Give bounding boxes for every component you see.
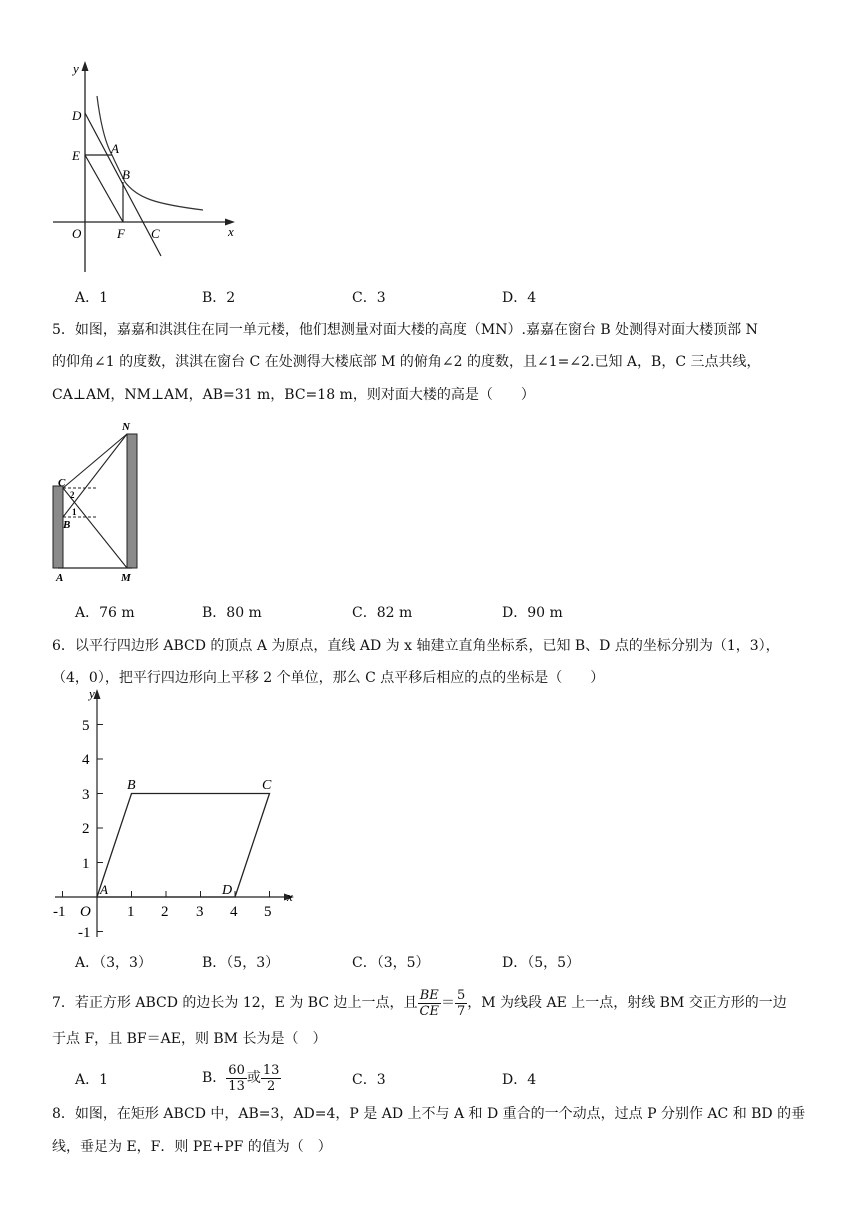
q6-y-tick-4: 4: [82, 752, 90, 768]
q6-y-tick-2: 2: [82, 821, 90, 837]
q4-label-o: O: [72, 226, 82, 241]
q4-option-c[interactable]: C．3: [352, 290, 386, 306]
q7-option-b-prefix: B．: [202, 1070, 227, 1086]
q6-label-o: O: [80, 904, 91, 920]
q4-option-b[interactable]: B．2: [202, 290, 236, 306]
q5-label-m: M: [121, 572, 131, 584]
q5-option-b[interactable]: B．80 m: [202, 605, 262, 621]
q6-label-y: y: [89, 686, 95, 701]
q4-label-y: y: [73, 61, 79, 76]
q7-frac1-den: CE: [419, 1003, 439, 1019]
q6-x-tick-neg1: -1: [53, 904, 66, 920]
q4-label-c: C: [151, 226, 160, 241]
q5-line-bn: [63, 434, 127, 517]
q7-option-b-frac1: [226, 1063, 247, 1094]
q4-option-d[interactable]: D．4: [502, 290, 537, 306]
q6-x-tick-1: 1: [127, 904, 135, 920]
q5-text-line3: CA⊥AM，NM⊥AM，AB=31 m，BC=18 m，则对面大楼的高是（ ）: [52, 387, 535, 403]
q6-x-tick-4: 4: [230, 904, 238, 920]
q6-parallelogram: [97, 794, 270, 898]
q7-option-c[interactable]: C．3: [352, 1072, 386, 1088]
q7-option-b-frac2-den: 2: [266, 1078, 276, 1094]
q6-option-b[interactable]: B．（5，3）: [202, 955, 280, 971]
q6-label-x: x: [287, 889, 293, 904]
q6-label-d: D: [222, 883, 233, 898]
q7-option-b-frac1-num: 60: [228, 1062, 245, 1078]
q4-graph-figure: [45, 58, 245, 276]
q7-fraction-be-ce: [418, 988, 441, 1019]
q6-y-tick-1: 1: [82, 856, 90, 872]
q6-text-line2: （4，0），把平行四边形向上平移 2 个单位，那么 C 点平移后相应的点的坐标是（ ）: [52, 670, 605, 686]
q4-label-a: A: [111, 141, 119, 156]
q6-option-c[interactable]: C．（3，5）: [352, 955, 430, 971]
q6-option-a[interactable]: A．（3，3）: [75, 955, 152, 971]
q7-text-line1: [52, 985, 787, 1021]
q5-label-b: B: [63, 519, 71, 531]
q7-option-b-frac1-den: 13: [228, 1078, 245, 1094]
q4-option-a[interactable]: A．1: [75, 290, 109, 306]
q6-option-d[interactable]: D．（5，5）: [502, 955, 581, 971]
q6-y-tick-3: 3: [82, 787, 90, 803]
q5-label-c: C: [58, 477, 66, 489]
q5-label-a: A: [56, 572, 64, 584]
q6-text-line1: 6．以平行四边形 ABCD 的顶点 A 为原点，直线 AD 为 x 轴建立直角坐标系，已知 B、D 点的坐标分别为（1，3），: [52, 638, 780, 654]
q6-y-tick-5: 5: [82, 718, 90, 734]
q5-right-building: [127, 434, 137, 568]
q5-line-cm: [63, 488, 127, 568]
q7-option-b-or: 或: [246, 1070, 261, 1086]
q5-option-c[interactable]: C．82 m: [352, 605, 413, 621]
q5-label-angle2: 2: [70, 490, 75, 500]
q7-text-post: ，M 为线段 AE 上一点，射线 BM 交正方形的一边: [467, 995, 787, 1011]
q7-frac1-num: BE: [418, 988, 441, 1004]
q6-x-tick-3: 3: [196, 904, 204, 920]
q7-option-b-frac2-num: 13: [262, 1062, 280, 1078]
q5-label-angle1: 1: [72, 507, 77, 517]
q4-label-x: x: [228, 224, 234, 239]
q6-label-a: A: [100, 882, 108, 897]
q5-option-d[interactable]: D．90 m: [502, 605, 563, 621]
q4-label-f: F: [117, 226, 125, 241]
q5-text-line1: 5．如图，嘉嘉和淇淇住在同一单元楼，他们想测量对面大楼的高度（MN）.嘉嘉在窗台 B 处测得对面大楼顶部 N: [52, 322, 758, 338]
q6-parallelogram-figure: [45, 683, 305, 945]
q7-option-b[interactable]: [202, 1060, 281, 1096]
q7-equals: ＝: [440, 995, 455, 1011]
q6-label-c: C: [262, 778, 272, 793]
q5-option-a[interactable]: A．76 m: [75, 605, 135, 621]
q4-label-d: D: [72, 108, 82, 123]
q4-label-b: B: [122, 167, 130, 182]
q7-option-d[interactable]: D．4: [502, 1072, 537, 1088]
q5-left-building: [53, 486, 63, 568]
q7-option-a[interactable]: A．1: [75, 1072, 109, 1088]
q6-y-tick-neg1: -1: [78, 925, 91, 941]
q7-option-b-frac2: [261, 1063, 282, 1094]
q5-line-cn: [63, 434, 127, 488]
q5-label-n: N: [122, 421, 130, 433]
q7-frac2-den: 7: [456, 1003, 466, 1019]
q5-building-figure: [48, 418, 148, 586]
q4-label-e: E: [72, 148, 80, 163]
q6-x-tick-5: 5: [264, 904, 272, 920]
q7-text-pre: 7．若正方形 ABCD 的边长为 12，E 为 BC 边上一点，且: [52, 995, 418, 1011]
q7-frac2-num: 5: [456, 987, 466, 1003]
q7-text-line2: 于点 F，且 BF＝AE，则 BM 长为是（ ）: [52, 1031, 327, 1047]
q6-x-tick-2: 2: [161, 904, 169, 920]
q5-text-line2: 的仰角∠1 的度数，淇淇在窗台 C 在处测得大楼底部 M 的俯角∠2 的度数，且∠1=∠2.已知 A，B，C 三点共线，: [52, 354, 761, 370]
q6-label-b: B: [127, 778, 136, 793]
q7-fraction-5-7: [455, 988, 467, 1019]
q8-text-line2: 线，垂足为 E，F．则 PE+PF 的值为（ ）: [52, 1139, 332, 1155]
q8-text-line1: 8．如图，在矩形 ABCD 中，AB=3，AD=4，P 是 AD 上不与 A 和 D 重合的一个动点，过点 P 分别作 AC 和 BD 的垂: [52, 1106, 806, 1122]
